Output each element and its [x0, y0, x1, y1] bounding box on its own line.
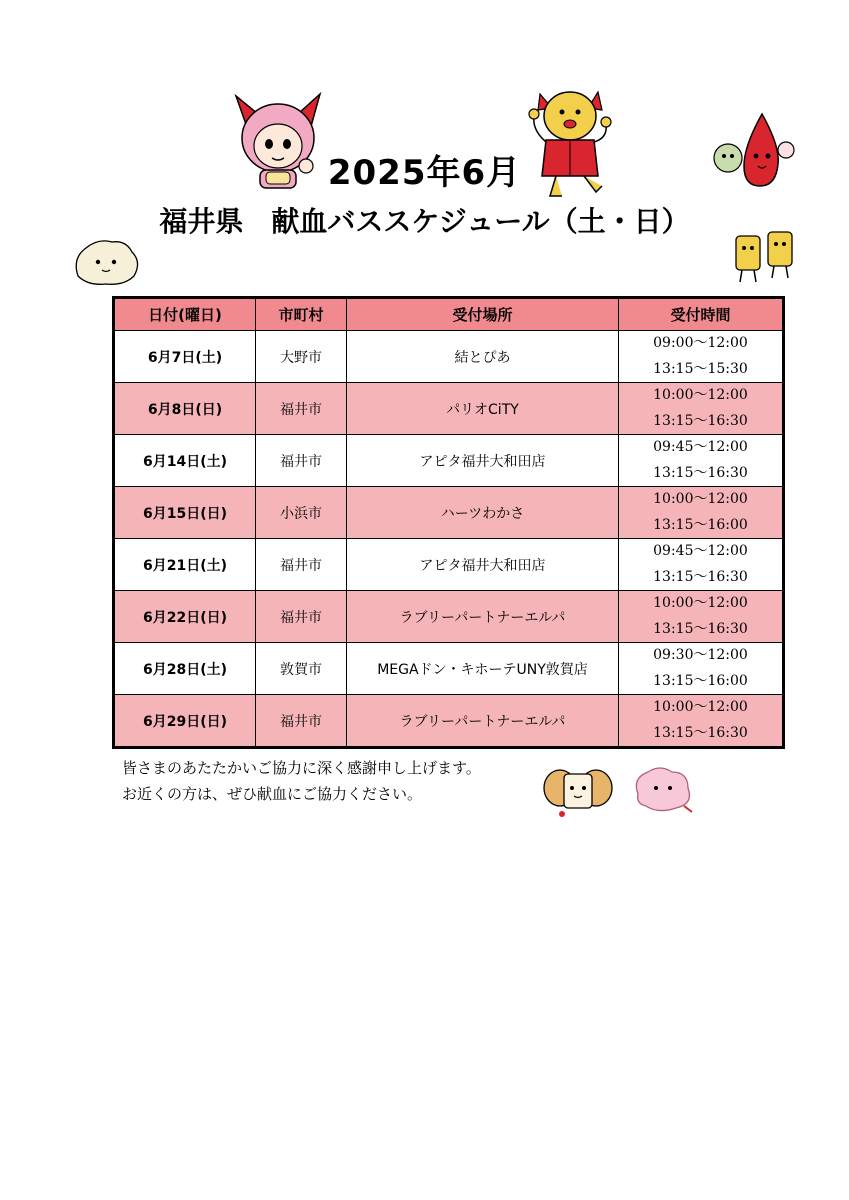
cell-time — [619, 695, 784, 748]
schedule-table — [112, 296, 785, 749]
time-afternoon: 13:15～16:30 — [653, 725, 748, 741]
time-afternoon: 13:15～16:00 — [653, 517, 748, 533]
table-row — [114, 539, 784, 591]
header-time: 受付時間 — [619, 298, 784, 331]
cell-place: ラブリーパートナーエルパ — [347, 695, 619, 748]
table-row — [114, 435, 784, 487]
time-afternoon: 13:15～16:30 — [653, 569, 748, 585]
cell-city: 大野市 — [256, 331, 347, 383]
header-city: 市町村 — [256, 298, 347, 331]
cell-time — [619, 331, 784, 383]
table-row — [114, 383, 784, 435]
cell-place: MEGAドン・キホーテUNY敦賀店 — [347, 643, 619, 695]
cell-date: 6月22日(日) — [114, 591, 256, 643]
cell-time — [619, 383, 784, 435]
cell-city: 福井市 — [256, 539, 347, 591]
cell-date: 6月8日(日) — [114, 383, 256, 435]
cell-place: ハーツわかさ — [347, 487, 619, 539]
cell-date: 6月28日(土) — [114, 643, 256, 695]
table-row — [114, 695, 784, 748]
time-morning: 09:45～12:00 — [653, 439, 748, 455]
footer-thanks: 皆さまのあたたかいご協力に深く感謝申し上げます。 — [122, 759, 481, 777]
page-title: 福井県 献血バススケジュール（土・日） — [159, 205, 690, 238]
time-morning: 09:00～12:00 — [653, 335, 748, 351]
time-morning: 09:45～12:00 — [653, 543, 748, 559]
cell-date: 6月15日(日) — [114, 487, 256, 539]
table-row — [114, 487, 784, 539]
cell-time — [619, 435, 784, 487]
cell-place: 結とぴあ — [347, 331, 619, 383]
cell-city: 福井市 — [256, 383, 347, 435]
fluffy-cream-mascot-icon — [68, 236, 144, 288]
time-afternoon: 13:15～16:30 — [653, 465, 748, 481]
time-morning: 10:00～12:00 — [653, 387, 748, 403]
cell-date: 6月14日(土) — [114, 435, 256, 487]
table-row — [114, 643, 784, 695]
time-afternoon: 13:15～15:30 — [653, 361, 748, 377]
header-date: 日付(曜日) — [114, 298, 256, 331]
cell-city: 福井市 — [256, 591, 347, 643]
pink-cotton-mascot-icon — [628, 764, 698, 816]
cell-place: アピタ福井大和田店 — [347, 435, 619, 487]
cell-place: アピタ福井大和田店 — [347, 539, 619, 591]
header-place: 受付場所 — [347, 298, 619, 331]
cell-time — [619, 643, 784, 695]
cell-time — [619, 539, 784, 591]
page-title-year-month: 2025年6月 — [327, 153, 522, 193]
cell-city: 敦賀市 — [256, 643, 347, 695]
cell-place: ラブリーパートナーエルパ — [347, 591, 619, 643]
cell-city: 福井市 — [256, 435, 347, 487]
time-afternoon: 13:15～16:30 — [653, 413, 748, 429]
time-morning: 10:00～12:00 — [653, 491, 748, 507]
cell-date: 6月7日(土) — [114, 331, 256, 383]
footer-message — [122, 755, 481, 807]
time-afternoon: 13:15～16:30 — [653, 621, 748, 637]
cell-time — [619, 487, 784, 539]
cell-place: パリオCiTY — [347, 383, 619, 435]
cell-date: 6月29日(日) — [114, 695, 256, 748]
cell-city: 小浜市 — [256, 487, 347, 539]
time-morning: 09:30～12:00 — [653, 647, 748, 663]
cell-time — [619, 591, 784, 643]
table-header-row — [114, 298, 784, 331]
time-morning: 10:00～12:00 — [653, 699, 748, 715]
cell-date: 6月21日(土) — [114, 539, 256, 591]
bread-mascot-icon — [540, 764, 616, 820]
cell-city: 福井市 — [256, 695, 347, 748]
time-afternoon: 13:15～16:00 — [653, 673, 748, 689]
footer-request: お近くの方は、ぜひ献血にご協力ください。 — [122, 785, 423, 803]
table-row — [114, 331, 784, 383]
table-row — [114, 591, 784, 643]
time-morning: 10:00～12:00 — [653, 595, 748, 611]
